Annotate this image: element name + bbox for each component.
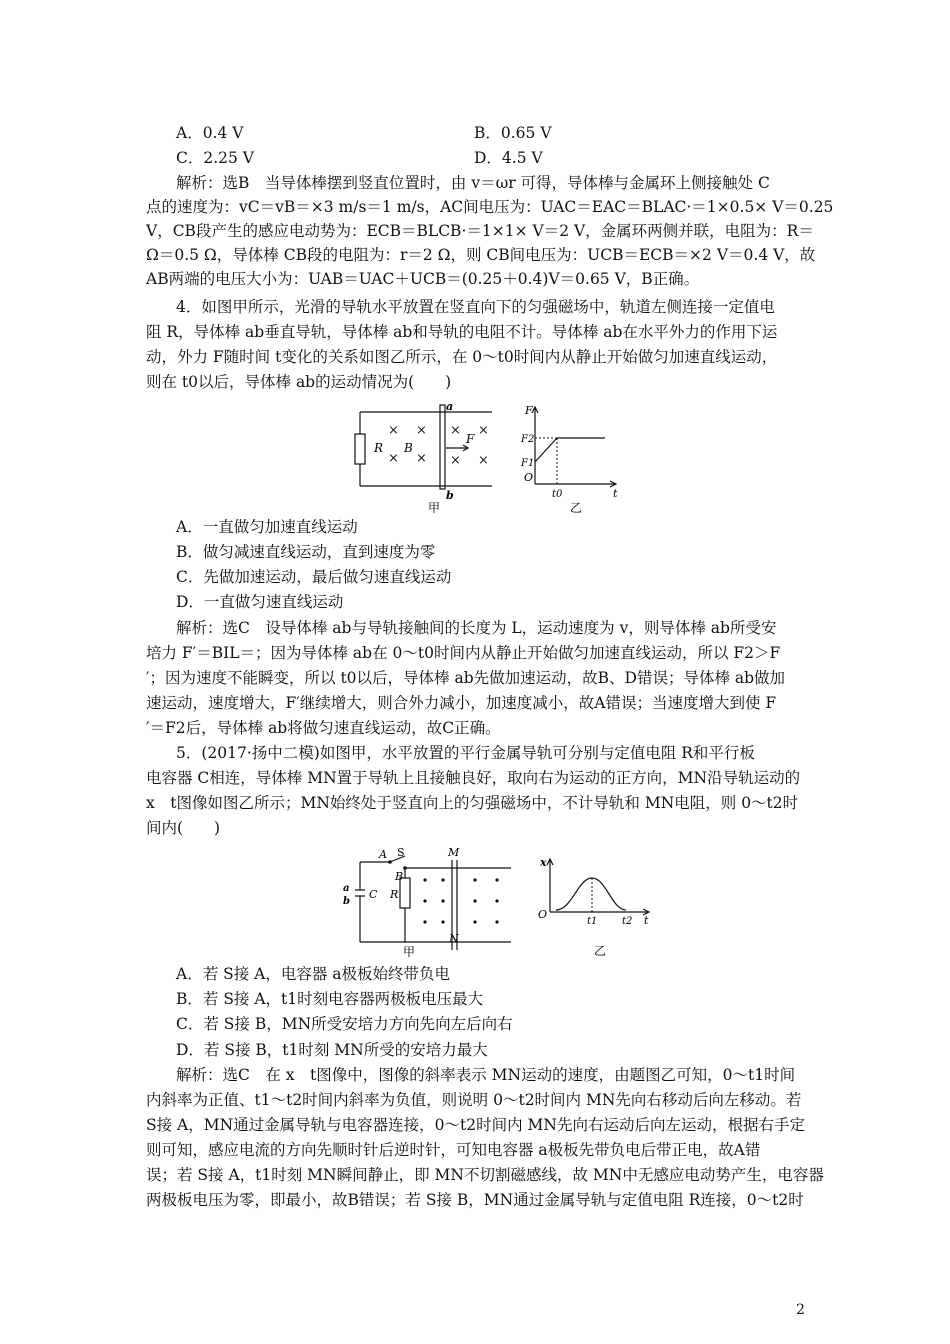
magnetic-field-dots	[423, 878, 498, 923]
label-b: b	[446, 489, 454, 502]
q5-option-a: A．若 S接 A，电容器 a极板始终带负电	[176, 965, 451, 983]
label-t2: t2	[622, 916, 633, 927]
label-O: O	[538, 908, 548, 921]
label-S: S	[397, 846, 405, 859]
q5-solution-line: 内斜率为正值、t1～t2时间内斜率为负值，则说明 0～t2时间内 MN先向右移动后向左移动。若	[146, 1091, 802, 1109]
svg-text:×: ×	[450, 453, 461, 468]
q5-stem-line: x t图像如图乙所示；MN始终处于竖直向上的匀强磁场中，不计导轨和 MN电阻，则 0～t2时	[146, 794, 799, 812]
axis-x-label: x	[540, 856, 547, 869]
svg-text:×: ×	[416, 451, 427, 466]
svg-text:×: ×	[478, 453, 489, 468]
q3-solution-line: AB两端的电压大小为：UAB＝UAC＋UCB＝(0.25＋0.4)V＝0.65 V，B正确。	[146, 270, 700, 288]
figure-caption-jia: 甲	[403, 945, 416, 958]
q4-stem-line: 动，外力 F随时间 t变化的关系如图乙所示，在 0～t0时间内从静止开始做匀加速直线运动，	[146, 348, 778, 366]
label-O: O	[524, 471, 534, 484]
q5-figure-jia	[335, 846, 520, 958]
q4-option-a: A．一直做匀加速直线运动	[176, 518, 358, 536]
q4-solution-line: 速运动，速度增大，F′继续增大，则合外力减小，加速度减小，故A错误；当速度增大到使 F	[146, 694, 777, 712]
svg-text:×: ×	[416, 423, 427, 438]
svg-text:×: ×	[388, 423, 399, 438]
axis-F-label: F	[525, 404, 533, 417]
q5-option-b: B．若 S接 A，t1时刻电容器两极板电压最大	[176, 990, 484, 1008]
label-B: B	[395, 870, 404, 883]
q5-option-d: D．若 S接 B，t1时刻 MN所受的安培力最大	[176, 1041, 488, 1059]
axis-t-label: t	[644, 914, 649, 927]
q5-solution-line: 误；若 S接 A，t1时刻 MN瞬间静止，即 MN不切割磁感线，故 MN中无感应电动势产生，电容器	[146, 1166, 824, 1184]
figure-caption-yi: 乙	[594, 944, 607, 958]
label-R: R	[374, 441, 384, 455]
q5-solution-line: 解析：选C 在 x t图像中，图像的斜率表示 MN运动的速度，由题图乙可知，0～t1时间	[176, 1066, 796, 1084]
q4-solution-line: ′；因为速度不能瞬变，所以 t0以后，导体棒 ab先做加速运动，故B、D错误；导体棒 ab做加	[146, 669, 786, 687]
label-a: a	[343, 883, 350, 894]
q3-option-b: B．0.65 V	[474, 124, 552, 142]
q5-stem-line: 间内( )	[146, 819, 221, 837]
q4-option-d: D．一直做匀速直线运动	[176, 593, 344, 611]
label-F: F	[466, 432, 475, 446]
q4-stem-line: 4．如图甲所示，光滑的导轨水平放置在竖直向下的匀强磁场中，轨道左侧连接一定值电	[176, 298, 775, 316]
label-A: A	[379, 848, 387, 861]
q3-solution-line: V，CB段产生的感应电动势为：ECB＝BLCB·＝1×1× V＝2 V，金属环两侧并联，电阻为：R＝	[146, 222, 814, 240]
q4-figure-jia	[350, 400, 510, 515]
q4-option-b: B．做匀减速直线运动，直到速度为零	[176, 543, 436, 561]
svg-text:×: ×	[478, 423, 489, 438]
q4-stem-line: 阻 R，导体棒 ab垂直导轨，导体棒 ab和导轨的电阻不计。导体棒 ab在水平外力的作用下运	[146, 323, 778, 341]
label-b: b	[343, 896, 350, 907]
q3-option-a: A．0.4 V	[176, 124, 244, 142]
q4-stem-line: 则在 t0以后，导体棒 ab的运动情况为( )	[146, 373, 452, 391]
q3-solution-line: Ω＝0.5 Ω，导体棒 CB段的电阻为：r＝2 Ω，则 CB间电压为：UCB＝ECB＝×2 V＝0.4 V，故	[146, 246, 816, 264]
q3-option-d: D．4.5 V	[474, 149, 543, 167]
axis-t-label: t	[613, 487, 618, 500]
label-t1: t1	[587, 916, 598, 927]
q5-solution-line: 两极板电压为零，即最小，故B错误；若 S接 B，MN通过金属导轨与定值电阻 R连接，0～t2时	[146, 1191, 804, 1209]
label-N: N	[449, 932, 459, 945]
label-B: B	[404, 441, 413, 455]
q3-solution-line: 解析：选B 当导体棒摆到竖直位置时，由 v＝ωr 可得，导体棒与金属环上侧接触处 C	[176, 174, 770, 192]
q5-stem-line: 5．(2017·扬中二模)如图甲，水平放置的平行金属导轨可分别与定值电阻 R和平行板	[176, 744, 755, 762]
q3-option-c: C．2.25 V	[176, 149, 254, 167]
label-R: R	[390, 888, 399, 901]
label-C: C	[369, 888, 378, 901]
label-a: a	[446, 400, 454, 413]
q5-stem-line: 电容器 C相连，导体棒 MN置于导轨上且接触良好，取向右为运动的正方向，MN沿导轨运动的	[146, 769, 801, 787]
q5-solution-line: 则可知，感应电流的方向先顺时针后逆时针，可知电容器 a极板先带负电后带正电，故A错	[146, 1141, 761, 1159]
q5-option-c: C．若 S接 B，MN所受安培力方向先向左后向右	[176, 1015, 513, 1033]
q5-figure-yi	[530, 852, 660, 958]
figure-caption-jia: 甲	[428, 501, 441, 515]
label-F1: F1	[521, 458, 535, 469]
svg-text:×: ×	[388, 451, 399, 466]
label-t0: t0	[552, 489, 563, 500]
label-M: M	[448, 846, 460, 859]
q4-solution-line: 解析：选C 设导体棒 ab与导轨接触间的长度为 L，运动速度为 v，则导体棒 ab所受安	[176, 619, 777, 637]
label-F2: F2	[521, 434, 535, 445]
q3-solution-line: 点的速度为：vC＝vB＝×3 m/s＝1 m/s，AC间电压为：UAC＝EAC＝BLAC·＝1×0.5× V＝0.25	[146, 198, 834, 216]
q4-solution-line: 培力 F′＝BIL＝；因为导体棒 ab在 0～t0时间内从静止开始做匀加速直线运动，所以 F2＞F	[146, 644, 781, 662]
q5-solution-line: S接 A，MN通过金属导轨与电容器连接，0～t2时间内 MN先向右运动后向左运动，根据右手定	[146, 1116, 805, 1134]
q4-figure-yi	[515, 400, 625, 515]
q4-option-c: C．先做加速运动，最后做匀速直线运动	[176, 568, 452, 586]
q4-solution-line: ′＝F2后，导体棒 ab将做匀速直线运动，故C正确。	[146, 719, 501, 737]
page-number: 2	[796, 1302, 805, 1318]
svg-text:×: ×	[450, 423, 461, 438]
figure-caption-yi: 乙	[570, 501, 583, 515]
